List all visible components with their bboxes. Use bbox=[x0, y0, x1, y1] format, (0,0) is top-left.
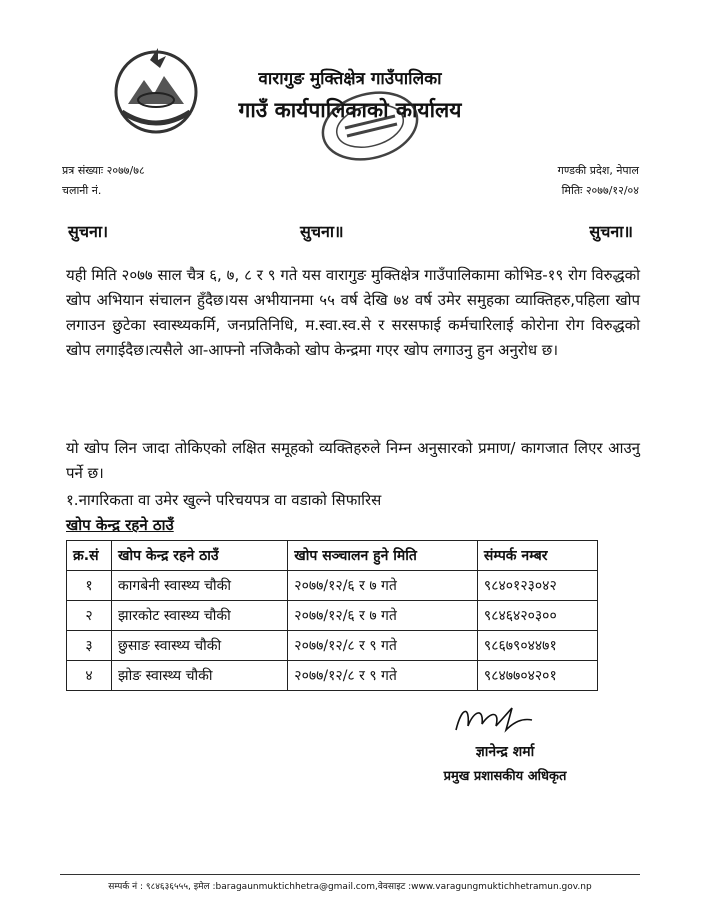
table-caption: खोप केन्द्र रहने ठाउँ bbox=[66, 516, 174, 534]
cell-serial: ३ bbox=[67, 631, 112, 661]
cell-center: छुसाङ स्वास्थ्य चौकी bbox=[112, 631, 288, 661]
dispatch-number: चलानी नं. bbox=[62, 184, 102, 197]
header-date: खोप सञ्चालन हुने मिति bbox=[288, 541, 478, 571]
footer-divider bbox=[60, 874, 640, 875]
header-center: खोप केन्द्र रहने ठाउँ bbox=[112, 541, 288, 571]
cell-date: २०७७/१२/६ र ७ गते bbox=[288, 571, 478, 601]
cell-date: २०७७/१२/८ र ९ गते bbox=[288, 661, 478, 691]
cell-contact: ९८४७७०४२०१ bbox=[477, 661, 597, 691]
province-address: गण्डकी प्रदेश, नेपाल bbox=[557, 164, 639, 177]
office-title: गाउँ कार्यपालिकाको कार्यालय bbox=[238, 98, 462, 122]
notice-heading-1: सुचना। bbox=[68, 222, 109, 241]
letter-date: मितिः २०७७/१२/०४ bbox=[561, 184, 639, 197]
table-row bbox=[67, 631, 598, 661]
office-stamp-icon bbox=[315, 86, 425, 166]
table-row bbox=[67, 661, 598, 691]
office-name: वारागुङ मुक्तिक्षेत्र गाउँपालिका bbox=[258, 69, 442, 89]
handwritten-signature-icon bbox=[448, 700, 538, 740]
table-header-row bbox=[67, 541, 598, 571]
body-paragraph-1: यही मिति २०७७ साल चैत्र ६, ७, ८ र ९ गते यस वारागुङ मुक्तिक्षेत्र गाउँपालिकामा कोभिड-१९ रोग विरुद्धको खोप अभियान संचालन हुँदैछ।यस अभीयानमा ५५ वर्ष देखि ७४ वर्ष उमेर समुहका व्याक्तिहरु,पहिला खोप लगाउन छुटेका स्वास्थ्यकर्मि, जनप्रतिनिधि, म.स्वा.स्व.से र सरसफाई कर्मचारिलाई कोरोना रोग विरुद्धको खोप लगाईदैछ।त्यसैले आ-आफ्नो नजिकैको खोप केन्द्रमा गएर खोप लगाउनु हुन अनुरोध छ। bbox=[66, 266, 640, 359]
cell-center: कागबेनी स्वास्थ्य चौकी bbox=[112, 571, 288, 601]
vaccination-centers-table bbox=[66, 540, 598, 691]
body-paragraph-2: यो खोप लिन जादा तोकिएको लक्षित समूहको व्यक्तिहरुले निम्न अनुसारको प्रमाण/ कागजात लिएर आउनु पर्ने छ। bbox=[66, 439, 640, 482]
cell-center: झारकोट स्वास्थ्य चौकी bbox=[112, 601, 288, 631]
cell-serial: ४ bbox=[67, 661, 112, 691]
cell-serial: २ bbox=[67, 601, 112, 631]
footer-contact: सम्पर्क नं : ९८४६३६५५५, इमेल :baragaunmuktichhetra@gmail.com,वेवसाइट :www.varagungmuktichhetramun.gov.np bbox=[108, 882, 592, 892]
cell-contact: ९८६७९०४४७१ bbox=[477, 631, 597, 661]
notice-heading-2: सुचना॥ bbox=[300, 222, 344, 241]
cell-contact: ९८४०१२३०४२ bbox=[477, 571, 597, 601]
table-row bbox=[67, 571, 598, 601]
cell-serial: १ bbox=[67, 571, 112, 601]
cell-date: २०७७/१२/८ र ९ गते bbox=[288, 631, 478, 661]
cell-center: झोङ स्वास्थ्य चौकी bbox=[112, 661, 288, 691]
cell-contact: ९८४६४२०३०० bbox=[477, 601, 597, 631]
header-serial: क्र.सं bbox=[67, 541, 112, 571]
required-document-item: १.नागरिकता वा उमेर खुल्ने परिचयपत्र वा वडाको सिफारिस bbox=[66, 491, 382, 509]
table-row bbox=[67, 601, 598, 631]
notice-heading-3: सुचना॥ bbox=[589, 222, 633, 241]
letter-number: प्रत्र संख्याः २०७७/७८ bbox=[62, 164, 145, 177]
cell-date: २०७७/१२/६ र ७ गते bbox=[288, 601, 478, 631]
signer-title: प्रमुख प्रशासकीय अधिकृत bbox=[443, 769, 567, 784]
signer-name: ज्ञानेन्द्र शर्मा bbox=[475, 744, 535, 760]
header-contact: संम्पर्क नम्बर bbox=[477, 541, 597, 571]
